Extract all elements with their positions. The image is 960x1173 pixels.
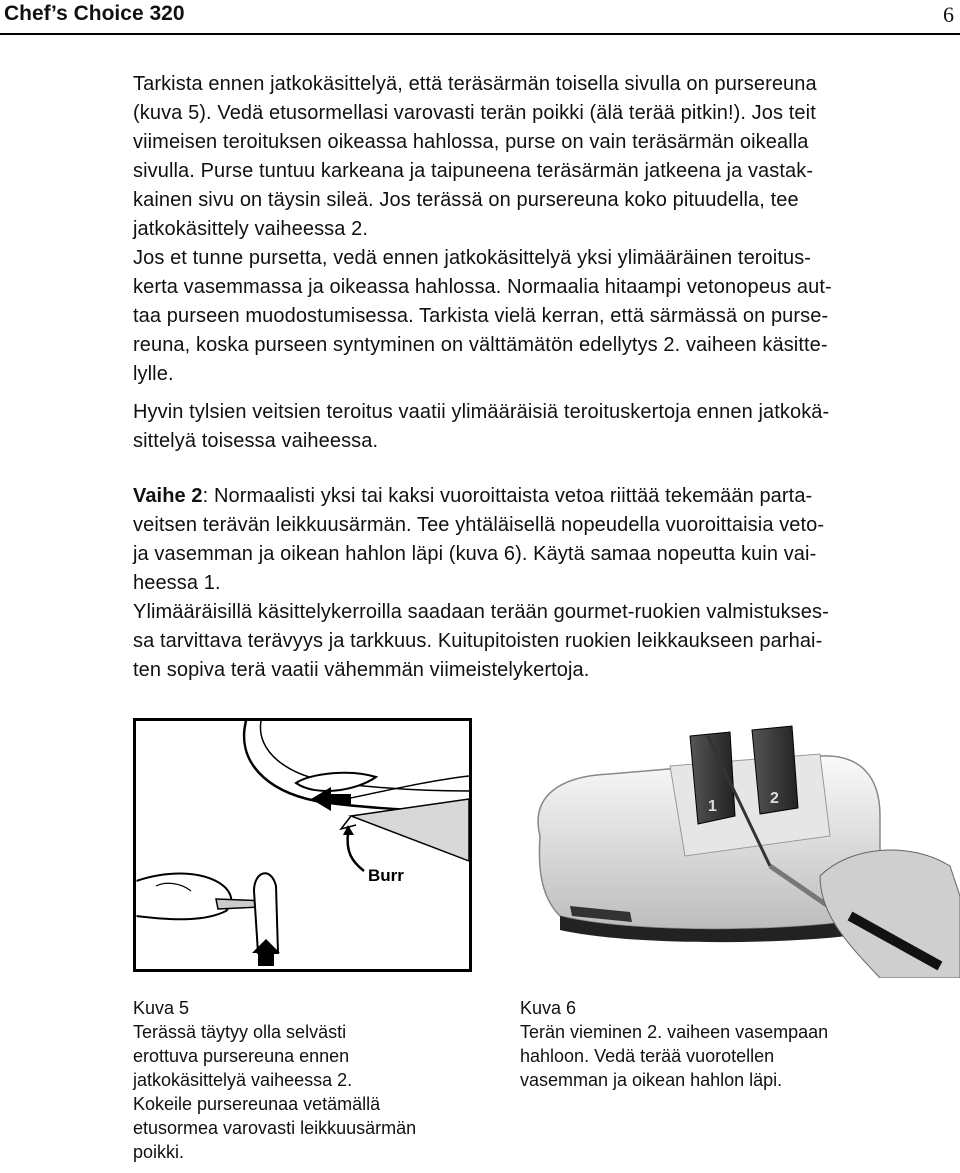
burr-test-drawing (136, 721, 469, 969)
text-line: Jos et tunne pursetta, vedä ennen jatkokäsittelyä yksi ylimääräinen teroitus- (133, 247, 812, 269)
text-line: veitsen terävän leikkuusärmän. Tee yhtäläisellä nopeudella vuoroittaisia veto- (133, 514, 825, 536)
text-line: taa purseen muodostumisessa. Tarkista vielä kerran, että särmässä on purse- (133, 305, 829, 327)
text-line: sittelyä toisessa vaiheessa. (133, 430, 379, 452)
text-line: (kuva 5). Vedä etusormellasi varovasti terän poikki (älä terää pitkin!). Jos teit (133, 102, 816, 124)
caption-line: etusormea varovasti leikkuusärmän (133, 1118, 417, 1138)
header-divider (0, 33, 960, 35)
text-line: ten sopiva terä vaatii vähemmän viimeistelykertoja. (133, 659, 590, 681)
text-line: Ylimääräisillä käsittelykerroilla saadaan terään gourmet-ruokien valmistukses- (133, 601, 829, 623)
text-line: heessa 1. (133, 572, 221, 594)
text-line: jatkokäsittely vaiheessa 2. (133, 218, 369, 240)
paragraph-stage-2 (133, 482, 955, 685)
figure-6-caption (520, 996, 828, 1092)
stage-heading: Vaihe 2 (133, 485, 203, 507)
page-number: 6 (943, 2, 954, 27)
text-line: lylle. (133, 363, 174, 385)
caption-line: hahloon. Vedä terää vuorotellen (520, 1046, 775, 1066)
text-line: kainen sivu on täysin sileä. Jos terässä on pursereuna koko pituudella, tee (133, 189, 799, 211)
burr-label: Burr (368, 866, 404, 885)
document-header-title: Chef’s Choice 320 (4, 2, 185, 25)
text-line: reuna, koska purseen syntyminen on välttämätön edellytys 2. vaiheen käsitte- (133, 334, 828, 356)
caption-line: jatkokäsittelyä vaiheessa 2. (133, 1070, 353, 1090)
figure-5-illustration (133, 718, 472, 972)
paragraph-burr-check (133, 70, 955, 389)
text-fragment: : Normaalisti yksi tai kaksi vuoroittaista vetoa riittää tekemään parta- (202, 485, 813, 507)
caption-line: Terässä täytyy olla selvästi (133, 1022, 347, 1042)
text-line: Hyvin tylsien veitsien teroitus vaatii ylimääräisiä teroituskertoja ennen jatkokä- (133, 401, 830, 423)
sharpener-drawing (520, 716, 960, 978)
text-line: kerta vasemmassa ja oikeassa hahlossa. Normaalia hitaampi vetonopeus aut- (133, 276, 832, 298)
text-line (133, 482, 955, 511)
caption-line: Kokeile pursereunaa vetämällä (133, 1094, 381, 1114)
figure-5-caption (133, 996, 416, 1164)
slot-1-label: 1 (708, 798, 717, 815)
text-line: sa tarvittava terävyys ja tarkkuus. Kuitupitoisten ruokien leikkaukseen parhai- (133, 630, 823, 652)
paragraph-dull-knives (133, 398, 955, 456)
caption-line: erottuva pursereuna ennen (133, 1046, 350, 1066)
caption-title: Kuva 6 (520, 998, 577, 1018)
caption-line: poikki. (133, 1142, 185, 1162)
text-line: viimeisen teroituksen oikeassa hahlossa, purse on vain teräsärmän oikealla (133, 131, 809, 153)
figure-6-photo (520, 716, 960, 978)
caption-title: Kuva 5 (133, 998, 190, 1018)
slot-2-label: 2 (770, 790, 779, 807)
text-line: sivulla. Purse tuntuu karkeana ja taipuneena teräsärmän jatkeena ja vastak- (133, 160, 814, 182)
caption-line: vasemman ja oikean hahlon läpi. (520, 1070, 783, 1090)
caption-line: Terän vieminen 2. vaiheen vasempaan (520, 1022, 829, 1042)
text-line: Tarkista ennen jatkokäsittelyä, että teräsärmän toisella sivulla on pursereuna (133, 73, 817, 95)
text-line: ja vasemman ja oikean hahlon läpi (kuva 6). Käytä samaa nopeutta kuin vai- (133, 543, 817, 565)
